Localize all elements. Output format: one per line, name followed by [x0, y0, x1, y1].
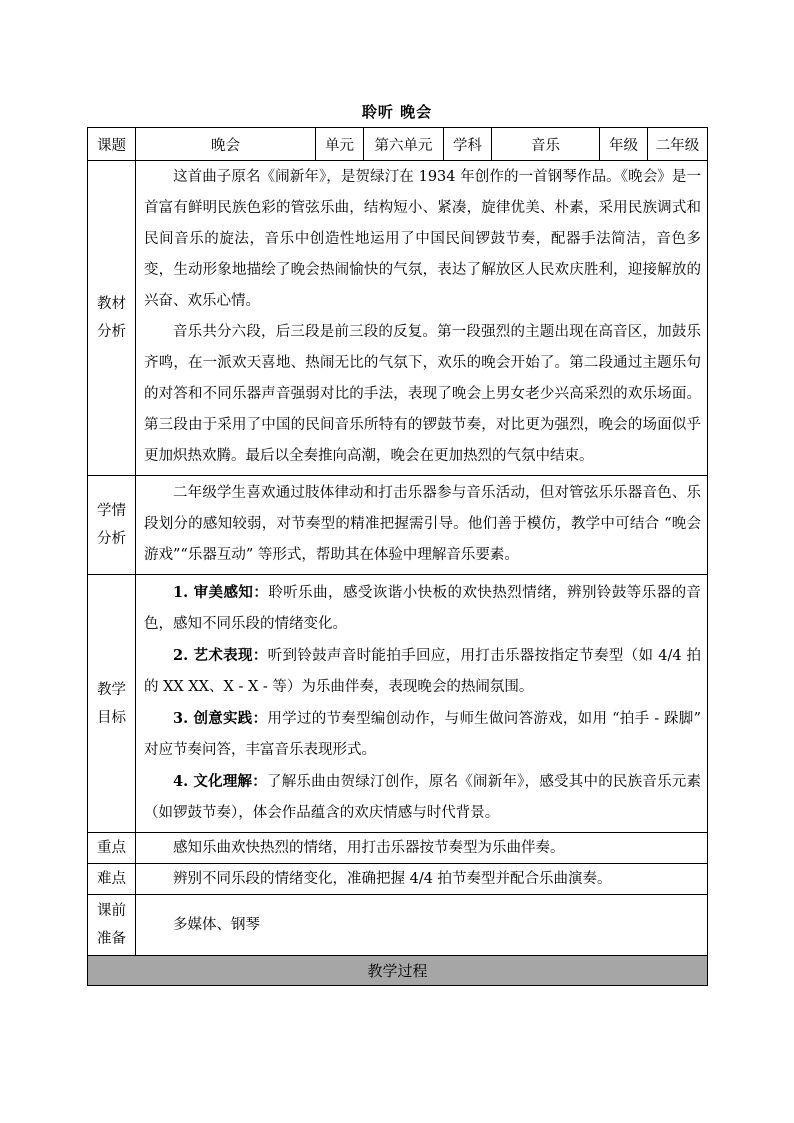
preparation-label: 课前 准备 [88, 895, 136, 956]
topic-value: 晚会 [136, 128, 316, 161]
document-title: 聆听 晚会 [361, 103, 433, 121]
goal-item: 2. 艺术表现：听到铃鼓声音时能拍手回应，用打击乐器按指定节奏型（如 4/4 拍的 XX XX、X - X - 等）为乐曲伴奏，表现晚会的热闹氛围。 [144, 647, 701, 695]
difficulty-text: 辨别不同乐段的情绪变化，准确把握 4/4 拍节奏型并配合乐曲演奏。 [173, 871, 612, 887]
material-analysis-content [136, 161, 708, 476]
subject-label: 学科 [444, 128, 492, 161]
teaching-process-header: 教学过程 [88, 956, 708, 986]
difficulty-content [136, 864, 708, 895]
material-paragraph-2: 音乐共分六段，后三段是前三段的反复。第一段强烈的主题出现在高音区，加鼓乐齐鸣，在一派欢天喜地、热闹无比的气氛下，欢乐的晚会开始了。第二段通过主题乐句的对答和不同乐器声音强弱对比的手法，表现了晚会上男女老少兴高采烈的欢乐场面。第三段由于采用了中国的民间音乐所特有的锣鼓节奏，对比更为强烈，晚会的场面似乎更加炽热欢腾。最后以全奏推向高潮，晚会在更加热烈的气氛中结束。 [144, 324, 701, 464]
teaching-goals-label: 教学 目标 [88, 575, 136, 833]
learner-analysis-content [136, 476, 708, 575]
unit-label: 单元 [316, 128, 364, 161]
material-paragraph-1: 这首曲子原名《闹新年》，是贺绿汀在 1934 年创作的一首钢琴作品。《晚会》是一首富有鲜明民族色彩的管弦乐曲，结构短小、紧凑，旋律优美、朴素，采用民族调式和民间音乐的旋法，音乐中创造性地运用了中国民间锣鼓节奏，配器手法简洁，音色多变，生动形象地描绘了晚会热闹愉快的气氛，表达了解放区人民欢庆胜利，迎接解放的兴奋、欢乐心情。 [144, 169, 701, 309]
preparation-text: 多媒体、钢琴 [173, 916, 260, 933]
goal-item: 1. 审美感知：聆听乐曲，感受诙谐小快板的欢快热烈情绪，辨别铃鼓等乐器的音色，感知不同乐段的情绪变化。 [144, 584, 702, 632]
teaching-process-row [88, 956, 708, 986]
unit-value: 第六单元 [364, 128, 444, 161]
material-analysis-row [88, 161, 708, 476]
preparation-content [136, 895, 708, 956]
learner-analysis-row [88, 476, 708, 575]
difficulty-label: 难点 [88, 864, 136, 895]
key-point-text: 感知乐曲欢快热烈的情绪，用打击乐器按节奏型为乐曲伴奏。 [173, 840, 565, 856]
teaching-goals-content [136, 575, 708, 833]
grade-label: 年级 [600, 128, 648, 161]
lesson-plan-table [87, 127, 708, 986]
teaching-goals-row [88, 575, 708, 833]
difficulty-row [88, 864, 708, 895]
key-point-label: 重点 [88, 833, 136, 864]
goal-item: 4. 文化理解：了解乐曲由贺绿汀创作，原名《闹新年》，感受其中的民族音乐元素（如锣鼓节奏），体会作品蕴含的欢庆情感与时代背景。 [144, 773, 701, 821]
material-analysis-label: 教材 分析 [88, 161, 136, 476]
goal-item: 3. 创意实践：用学过的节奏型编创动作，与师生做问答游戏，如用 “拍手 - 跺脚” 对应节奏问答，丰富音乐表现形式。 [144, 710, 701, 758]
header-row [88, 128, 708, 161]
topic-label: 课题 [88, 128, 136, 161]
grade-value: 二年级 [648, 128, 708, 161]
key-point-content [136, 833, 708, 864]
learner-paragraph: 二年级学生喜欢通过肢体律动和打击乐器参与音乐活动，但对管弦乐乐器音色、乐段划分的感知较弱，对节奏型的精准把握需引导。他们善于模仿，教学中可结合 “晚会游戏”“乐器互动” 等形式，帮助其在体验中理解音乐要素。 [144, 485, 701, 563]
preparation-row [88, 895, 708, 956]
learner-analysis-label: 学情 分析 [88, 476, 136, 575]
key-point-row [88, 833, 708, 864]
subject-value: 音乐 [492, 128, 600, 161]
